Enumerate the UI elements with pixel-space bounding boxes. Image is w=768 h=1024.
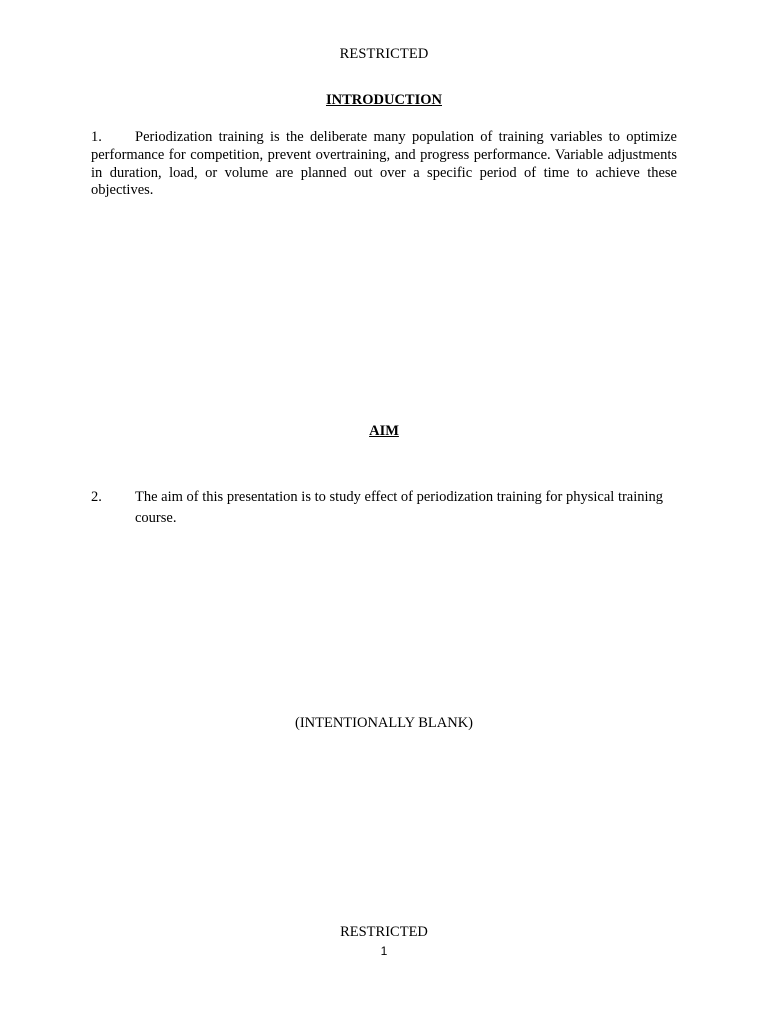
- paragraph-text: Periodization training is the deliberate many population of training variables to optimize performance for competition, prevent overtraining, and progress performance. Variable adjustments in duration, load, or volume are planned out over a specific period of time to achieve these objectives.: [91, 129, 677, 199]
- page-number: 1: [380, 944, 388, 958]
- introduction-paragraph: [91, 129, 677, 200]
- aim-paragraph: [91, 487, 677, 529]
- intentionally-blank-note: (INTENTIONALLY BLANK): [294, 715, 473, 731]
- security-marking-header: RESTRICTED: [339, 46, 429, 62]
- paragraph-number: 2.: [91, 489, 102, 505]
- security-marking-footer: RESTRICTED: [340, 924, 428, 940]
- introduction-heading: INTRODUCTION: [325, 92, 442, 108]
- aim-heading: AIM: [369, 423, 399, 439]
- paragraph-text: The aim of this presentation is to study effect of periodization training for physical training course.: [135, 489, 664, 526]
- paragraph-number: 1.: [91, 129, 102, 145]
